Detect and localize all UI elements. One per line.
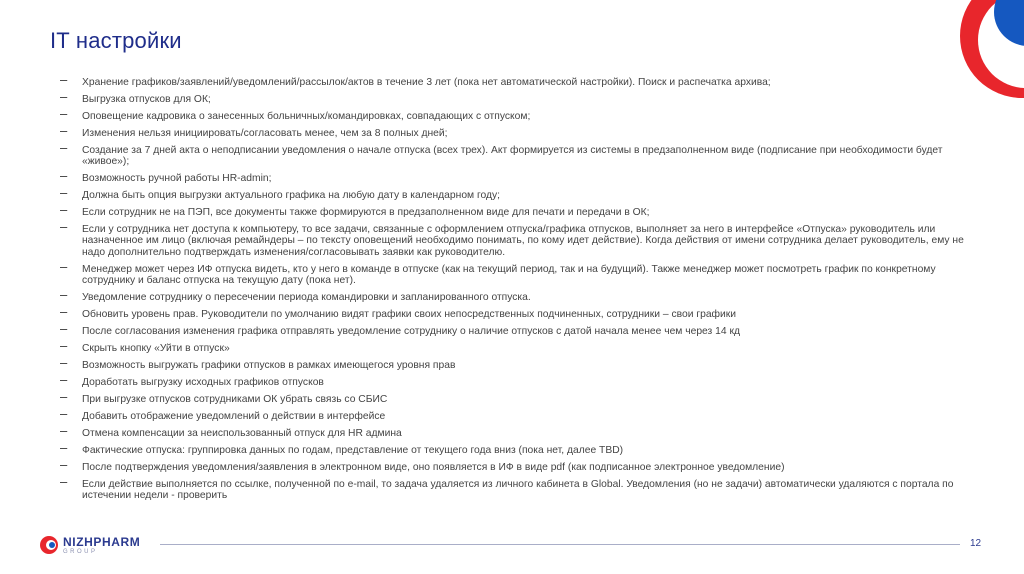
bullet-dash: – xyxy=(60,388,68,404)
bullet-dash: – xyxy=(60,286,68,302)
bullet-text: При выгрузке отпусков сотрудниками ОК убрать связь со СБИС xyxy=(82,393,388,405)
bullet-item xyxy=(60,303,975,320)
bullet-dash: – xyxy=(60,371,68,387)
bullet-text: Доработать выгрузку исходных графиков отпусков xyxy=(82,376,324,388)
bullet-text: Уведомление сотруднику о пересечении периода командировки и запланированного отпуска. xyxy=(82,291,531,303)
bullet-text: Фактические отпуска: группировка данных по годам, представление от текущего года вниз (пока нет, далее TBD) xyxy=(82,444,624,456)
logo-subtitle: GROUP xyxy=(63,548,98,555)
bullet-item xyxy=(60,219,975,258)
bullet-text: Хранение графиков/заявлений/уведомлений/рассылок/актов в течение 3 лет (пока нет автоматической настройки). Поиск и распечатка архива; xyxy=(82,77,771,88)
bullet-item xyxy=(60,405,975,422)
bullet-dash: – xyxy=(60,337,68,353)
bullet-dash: – xyxy=(60,303,68,319)
bullet-dash: – xyxy=(60,422,68,438)
bullet-item xyxy=(60,439,975,456)
bullet-dash: – xyxy=(60,123,68,138)
bullet-text: Если у сотрудника нет доступа к компьютеру, то все задачи, связанные с оформлением отпуска/графика отпусков, выполняет за него в интерфейсе «Отпуска» руководитель или назначенное им лицо (включая ремайндеры – по тексту оповещений необходимо понимать, по кому идет действие). Когда действия от имени сотрудника делает руководитель, ему не надо дополнительно подтверждать изменения/согласовывать заявки как руководителю. xyxy=(82,224,964,258)
bullet-text: Если действие выполняется по ссылке, полученной по e-mail, то задача удаляется из личного кабинета в Global. Уведомления (но не задачи) автоматически удаляются с портала по истечении недели - проверить xyxy=(82,478,954,502)
bullet-item xyxy=(60,202,975,219)
bullet-item xyxy=(60,422,975,439)
bullet-text: Должна быть опция выгрузки актуального графика на любую дату в календарном году; xyxy=(82,190,501,202)
bullet-item xyxy=(60,371,975,388)
bullet-item xyxy=(60,140,975,168)
bullet-dash: – xyxy=(60,140,68,155)
bullet-dash: – xyxy=(60,456,68,472)
page-number: 12 xyxy=(970,538,982,549)
logo-mark-icon xyxy=(38,534,60,556)
bullet-text: После подтверждения уведомления/заявления в электронном виде, оно появляется в ИФ в виде pdf (как подписанное электронное уведомление) xyxy=(82,461,785,473)
bullet-item xyxy=(60,89,975,105)
bullet-dash: – xyxy=(60,185,68,201)
bullet-item xyxy=(60,123,975,139)
slide-title: IT настройки xyxy=(50,28,182,53)
bullet-dash: – xyxy=(60,473,68,489)
bullet-item xyxy=(60,72,975,88)
bullet-item xyxy=(60,354,975,371)
bullet-item xyxy=(60,473,975,502)
bullet-text: Возможность выгружать графики отпусков в рамках имеющегося уровня прав xyxy=(82,359,456,371)
bullet-item xyxy=(60,185,975,202)
bullet-dash: – xyxy=(60,89,68,104)
bullet-text: Менеджер может через ИФ отпуска видеть, кто у него в команде в отпуске (как на текущий период, так и на будущий). Также менеджер может посмотреть график по конкретному сотруднику и баланс отпуска на текущую дату (пока нет). xyxy=(82,263,936,286)
footer-divider xyxy=(160,544,960,545)
bullet-text: После согласования изменения графика отправлять уведомление сотруднику о наличие отпусков с датой начала менее чем через 14 кд xyxy=(82,325,740,337)
bullet-text: Выгрузка отпусков для ОК; xyxy=(82,94,211,105)
bullet-item xyxy=(60,258,975,286)
bullet-text: Создание за 7 дней акта о неподписании уведомления о начале отпуска (всех трех). Акт формируется из системы в предзаполненном виде (подписание при необходимости будет «живое»); xyxy=(82,145,943,168)
bullet-dash: – xyxy=(60,258,68,274)
bullet-list xyxy=(60,72,975,507)
bullet-dash: – xyxy=(60,202,68,218)
logo-name: NIZHPHARM xyxy=(63,534,141,549)
bullet-text: Возможность ручной работы HR-admin; xyxy=(82,173,272,185)
bullet-dash: – xyxy=(60,439,68,455)
bullet-item xyxy=(60,286,975,303)
bullet-dash: – xyxy=(60,168,68,184)
bullet-text: Изменения нельзя инициировать/согласовать менее, чем за 8 полных дней; xyxy=(82,128,448,139)
bullet-dash: – xyxy=(60,354,68,370)
bullet-item xyxy=(60,320,975,337)
bullet-text: Добавить отображение уведомлений о действии в интерфейсе xyxy=(82,410,386,422)
bullet-item xyxy=(60,106,975,122)
bullet-dash: – xyxy=(60,106,68,121)
bullet-text: Скрыть кнопку «Уйти в отпуск» xyxy=(82,342,230,354)
bullet-text: Если сотрудник не на ПЭП, все документы также формируются в предзаполненном виде для печати и передачи в ОК; xyxy=(82,207,650,219)
bullet-dash: – xyxy=(60,219,68,235)
bullet-item xyxy=(60,456,975,473)
bullet-dash: – xyxy=(60,72,68,87)
bullet-item xyxy=(60,388,975,405)
bullet-text: Обновить уровень прав. Руководители по умолчанию видят графики своих непосредственных подчиненных, сотрудники – свои графики xyxy=(82,308,737,320)
bullet-dash: – xyxy=(60,320,68,336)
bullet-text: Оповещение кадровика о занесенных больничных/командировках, совпадающих с отпуском; xyxy=(82,111,531,122)
bullet-text: Отмена компенсации за неиспользованный отпуск для HR админа xyxy=(82,427,402,439)
bullet-item xyxy=(60,168,975,185)
bullet-item xyxy=(60,337,975,354)
bullet-dash: – xyxy=(60,405,68,421)
company-logo xyxy=(38,534,140,556)
